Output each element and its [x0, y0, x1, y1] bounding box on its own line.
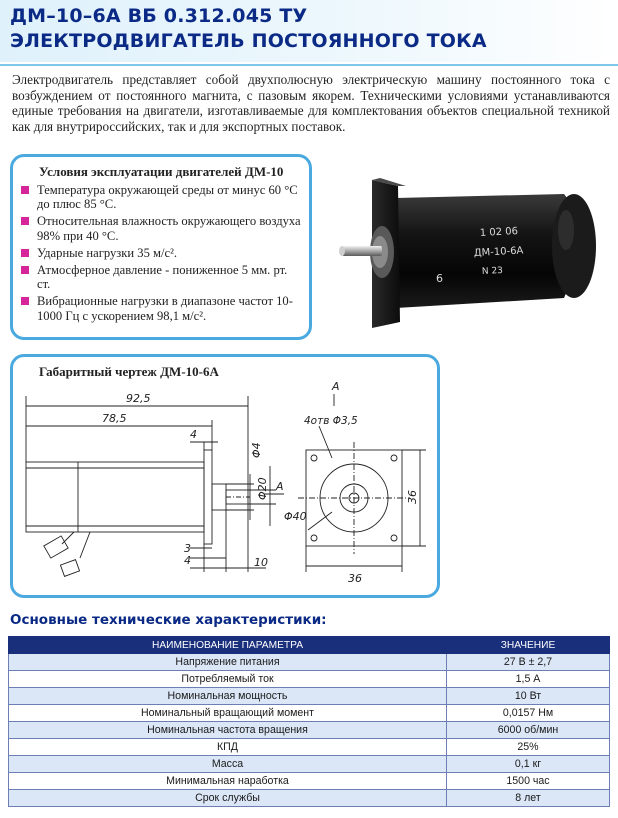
motor-shaft: [342, 246, 382, 256]
square-bullet-icon: [21, 217, 29, 225]
motor-photo: [326, 150, 606, 340]
dim-36-vertical: 36: [406, 490, 419, 504]
motor-label-side: 6: [436, 272, 443, 285]
condition-item: [21, 183, 301, 211]
drawing-motor-body: [26, 462, 204, 532]
motor-end-cap: [552, 194, 596, 298]
table-row: [9, 756, 610, 773]
specs-table: [8, 636, 610, 807]
param-name: Номинальная частота вращения: [9, 722, 447, 739]
dim-phi20: Φ20: [256, 477, 269, 500]
param-value: 1,5 А: [447, 671, 610, 688]
conditions-panel: [10, 154, 312, 340]
col-header-name: НАИМЕНОВАНИЕ ПАРАМЕТРА: [9, 637, 447, 654]
condition-item: [21, 214, 301, 242]
square-bullet-icon: [21, 266, 29, 274]
param-value: 1500 час: [447, 773, 610, 790]
dim-36-horizontal: 36: [348, 572, 362, 585]
document-main-title: ЭЛЕКТРОДВИГАТЕЛЬ ПОСТОЯННОГО ТОКА: [10, 30, 487, 52]
header-divider: [0, 64, 618, 66]
motor-label-top: 1 02 06: [479, 226, 519, 239]
conditions-list: [21, 183, 301, 326]
param-name: Срок службы: [9, 790, 447, 807]
header-band: [0, 0, 618, 62]
condition-item: [21, 246, 301, 260]
dim-10: 10: [254, 556, 268, 569]
drawing-flange: [204, 450, 212, 544]
param-name: Потребляемый ток: [9, 671, 447, 688]
square-bullet-icon: [21, 186, 29, 194]
param-name: КПД: [9, 739, 447, 756]
table-row: [9, 654, 610, 671]
dim-phi4: Φ4: [250, 442, 263, 458]
dim-92-5: 92,5: [126, 392, 151, 405]
dim-phi40: Φ40: [284, 510, 307, 523]
table-row: [9, 705, 610, 722]
condition-text: Атмосферное давление - пониженное 5 мм. рт. ст.: [37, 263, 288, 292]
dim-4-top: 4: [190, 428, 197, 441]
motor-label-number: N 23: [481, 265, 504, 277]
table-row: [9, 688, 610, 705]
param-value: 6000 об/мин: [447, 722, 610, 739]
param-name: Номинальный вращающий момент: [9, 705, 447, 722]
dim-78-5: 78,5: [102, 412, 127, 425]
square-bullet-icon: [21, 249, 29, 257]
param-value: 10 Вт: [447, 688, 610, 705]
table-row: [9, 671, 610, 688]
document-code-title: ДМ–10–6А ВБ 0.312.045 ТУ: [10, 5, 308, 27]
table-row: [9, 790, 610, 807]
view-a-label: А: [332, 380, 340, 393]
param-name: Номинальная мощность: [9, 688, 447, 705]
col-header-value: ЗНАЧЕНИЕ: [447, 637, 610, 654]
param-name: Напряжение питания: [9, 654, 447, 671]
condition-text: Ударные нагрузки 35 м/с².: [37, 245, 178, 260]
condition-text: Вибрационные нагрузки в диапазоне частот 10-1000 Гц с ускорением 98,1 м/с².: [37, 294, 293, 323]
specs-header-row: [9, 637, 610, 654]
param-value: 27 В ± 2,7: [447, 654, 610, 671]
holes-note: 4отв Φ3,5: [304, 415, 358, 427]
condition-text: Относительная влажность окружающего воздуха 98% при 40 °С.: [37, 214, 301, 243]
param-name: Минимальная наработка: [9, 773, 447, 790]
intro-paragraph: Электродвигатель представляет собой двухполюсную электрическую машину постоянного тока с возбуждением от постоянного магнита, с пазовым якорем. Техническими условиями устанавливаются единые требования на двигатели, изготавливаемые для комплектования объектов специальной техникой как для внутрироссийских, так и для экспортных поставок.: [12, 72, 610, 134]
param-name: Масса: [9, 756, 447, 773]
dim-3: 3: [184, 542, 191, 555]
motor-label-model: ДМ-10-6А: [473, 245, 524, 259]
condition-item: [21, 263, 301, 291]
param-value: 25%: [447, 739, 610, 756]
square-bullet-icon: [21, 297, 29, 305]
param-value: 0,1 кг: [447, 756, 610, 773]
param-value: 0,0157 Нм: [447, 705, 610, 722]
specs-heading: Основные технические характеристики:: [10, 612, 327, 628]
table-row: [9, 739, 610, 756]
arrow-a-label: А: [276, 480, 284, 493]
dimension-drawing: [14, 376, 432, 588]
condition-text: Температура окружающей среды от минус 60 °С до плюс 85 °С.: [37, 183, 298, 212]
table-row: [9, 773, 610, 790]
condition-item: [21, 294, 301, 322]
param-value: 8 лет: [447, 790, 610, 807]
dim-4-bottom: 4: [184, 554, 191, 567]
table-row: [9, 722, 610, 739]
drawing-title: Габаритный чертеж ДМ-10-6А: [39, 364, 219, 379]
conditions-title: Условия эксплуатации двигателей ДМ-10: [39, 164, 284, 179]
